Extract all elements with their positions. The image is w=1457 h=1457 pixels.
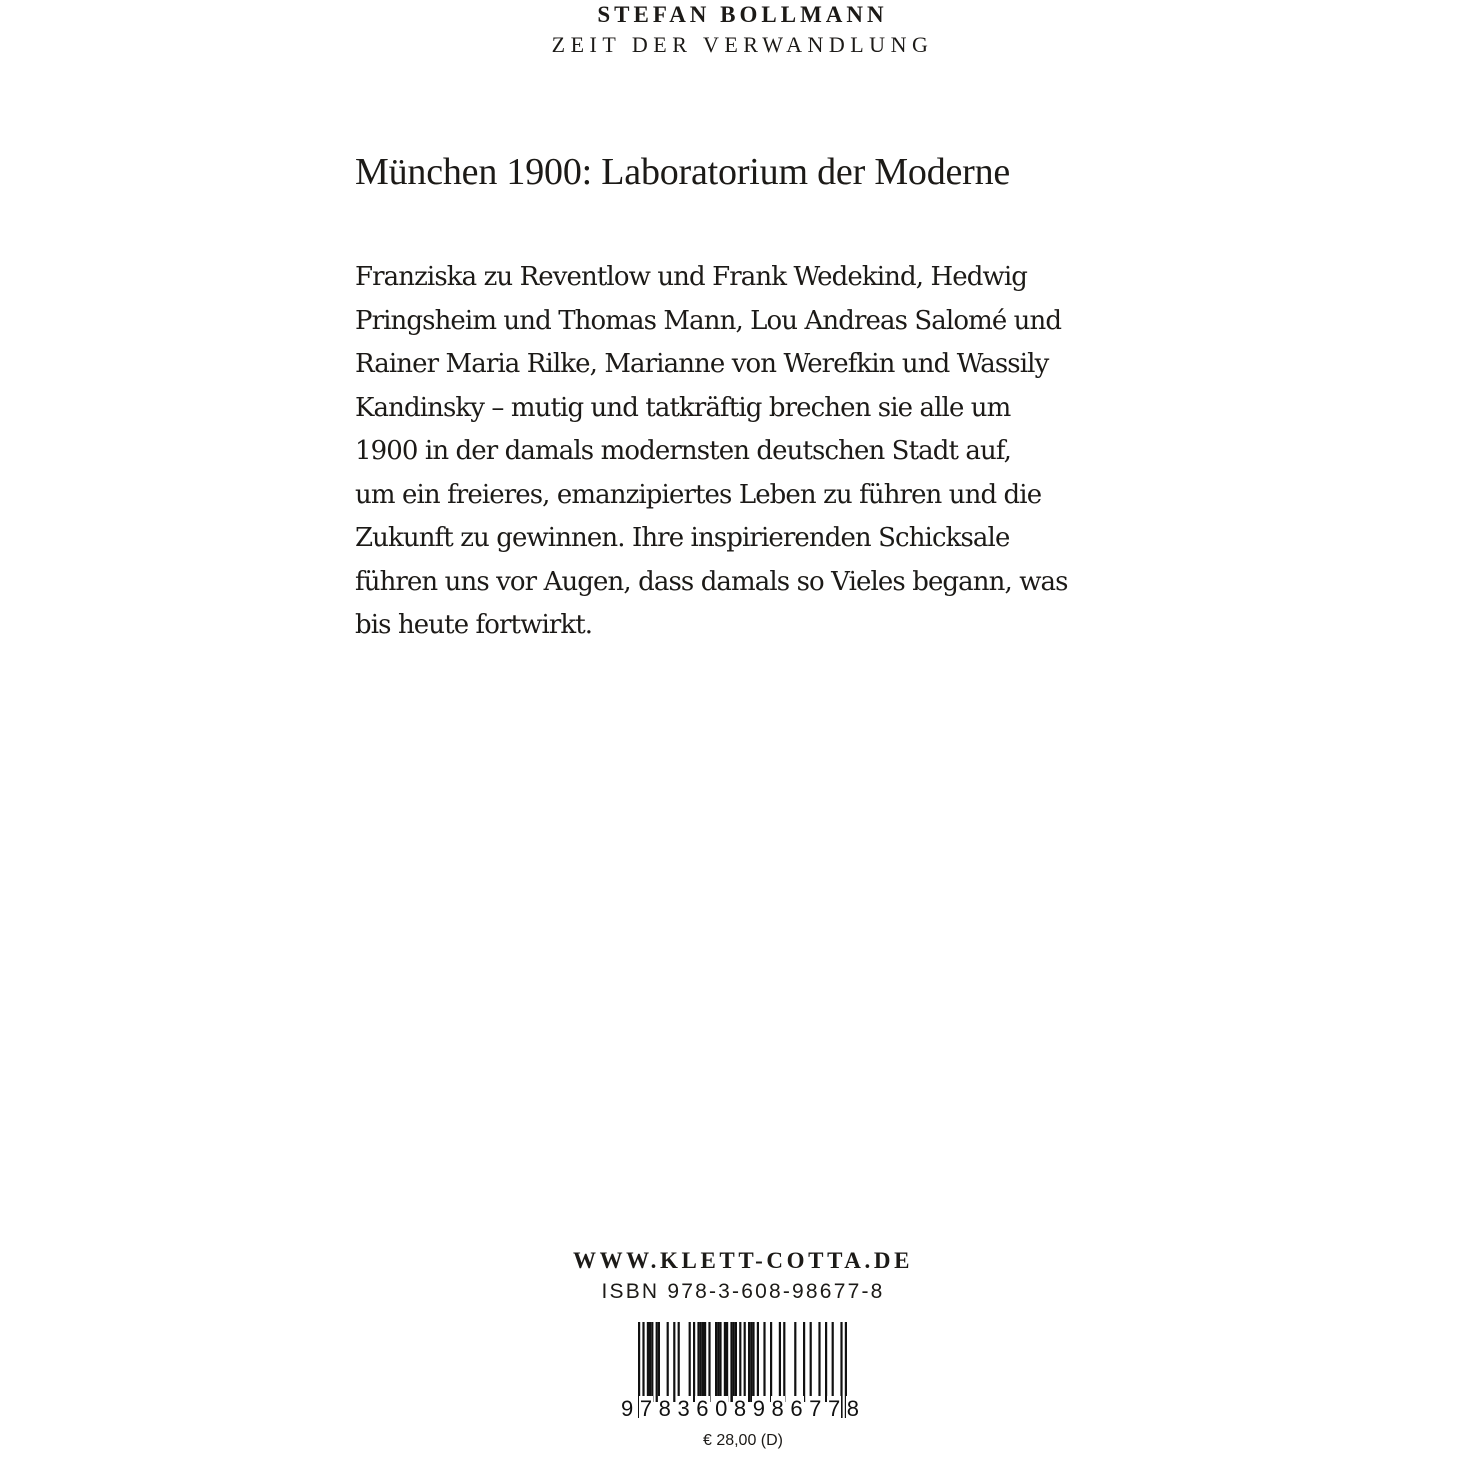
barcode-bar <box>818 1322 820 1402</box>
barcode-digit: 8 <box>846 1396 859 1421</box>
barcode-number <box>620 1396 860 1422</box>
isbn: ISBN 978-3-608-98677-8 <box>601 1280 885 1303</box>
blurb-line: Kandinsky – mutig und tatkräftig brechen sie alle um <box>355 392 1011 423</box>
barcode-bar <box>770 1322 772 1402</box>
barcode-bar <box>658 1322 660 1402</box>
barcode-bar <box>757 1322 759 1402</box>
barcode-digit: 8 <box>771 1396 784 1421</box>
barcode-bar <box>656 1322 658 1402</box>
barcode-bar <box>700 1322 702 1402</box>
book-title: ZEIT DER VERWANDLUNG <box>551 32 934 57</box>
barcode-bar <box>724 1322 726 1402</box>
barcode-bar <box>748 1322 750 1402</box>
barcode-bar <box>750 1322 752 1402</box>
barcode-bar <box>702 1322 704 1402</box>
barcode-digit: 8 <box>658 1396 671 1421</box>
barcode-bar <box>763 1322 765 1402</box>
barcode-bar <box>794 1322 796 1402</box>
barcode-digit: 3 <box>677 1396 690 1421</box>
barcode-digit: 7 <box>809 1396 822 1421</box>
barcode-digit: 6 <box>790 1396 803 1421</box>
blurb-line: Franziska zu Reventlow und Frank Wedekind, Hedwig <box>355 262 1027 292</box>
barcode-bar <box>708 1322 710 1402</box>
blurb-line: 1900 in der damals modernsten deutschen Stadt auf, <box>355 436 1011 466</box>
barcode-bar <box>651 1322 653 1402</box>
barcode-bar <box>779 1322 781 1402</box>
barcode-bar <box>647 1322 649 1402</box>
barcode-bar <box>719 1322 721 1402</box>
author-name: STEFAN BOLLMANN <box>597 2 888 27</box>
barcode-bar <box>825 1322 827 1402</box>
publisher-website: WWW.KLETT-COTTA.DE <box>572 1248 914 1273</box>
barcode-bar <box>704 1322 706 1402</box>
barcode-bar <box>693 1322 695 1402</box>
barcode-digit: 9 <box>621 1396 634 1421</box>
barcode-bar <box>689 1322 691 1402</box>
barcode-bar <box>726 1322 728 1402</box>
barcode-digit: 0 <box>715 1396 728 1421</box>
blurb-line: um ein freieres, emanzipiertes Leben zu führen und die <box>355 479 1042 510</box>
blurb-line: bis heute fortwirkt. <box>355 610 593 640</box>
barcode-bar <box>803 1322 805 1402</box>
barcode-digit: 9 <box>752 1396 765 1421</box>
headline: München 1900: Laboratorium der Moderne <box>355 151 1011 193</box>
barcode-bar <box>735 1322 737 1402</box>
blurb-line: Pringsheim und Thomas Mann, Lou Andreas Salomé und <box>355 305 1062 336</box>
barcode-digit: 7 <box>827 1396 841 1421</box>
barcode-bar <box>810 1322 812 1402</box>
barcode-bar <box>783 1322 785 1402</box>
barcode-bar <box>649 1322 651 1402</box>
barcode-bar <box>667 1322 669 1402</box>
blurb-line: Rainer Maria Rilke, Marianne von Werefkin und Wassily <box>355 349 1049 379</box>
barcode-bar <box>733 1322 735 1402</box>
barcode-bar <box>752 1322 754 1402</box>
barcode-bar <box>697 1322 699 1402</box>
blurb-line: Zukunft zu gewinnen. Ihre inspirierenden Schicksale <box>355 523 1010 553</box>
barcode-bar <box>717 1322 719 1402</box>
blurb-text <box>355 256 1115 648</box>
barcode-bar <box>715 1322 717 1402</box>
barcode-bar <box>832 1322 834 1402</box>
barcode-bar <box>678 1322 680 1402</box>
price: € 28,00 (D) <box>702 1432 784 1449</box>
blurb-line: führen uns vor Augen, dass damals so Vieles begann, was <box>355 566 1068 597</box>
barcode-digit: 7 <box>639 1396 653 1421</box>
barcode-digit: 8 <box>733 1396 747 1421</box>
barcode-bar <box>730 1322 732 1402</box>
barcode-bar <box>673 1322 675 1402</box>
barcode-digit: 6 <box>696 1396 709 1421</box>
